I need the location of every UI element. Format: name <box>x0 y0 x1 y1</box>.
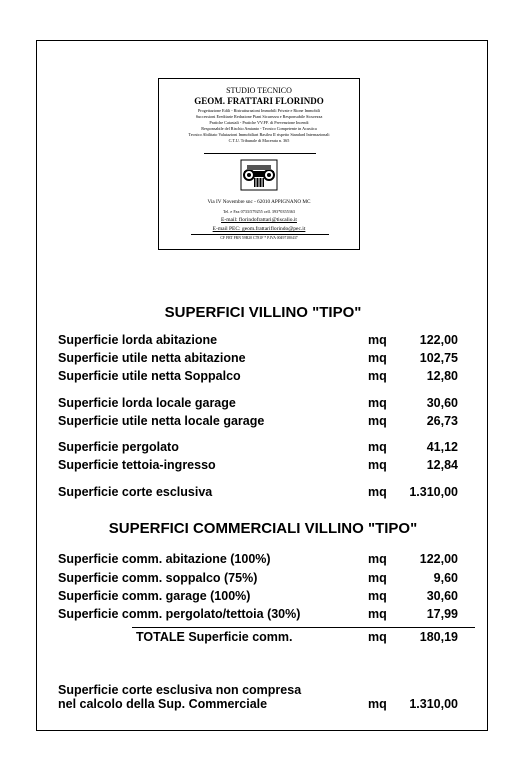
row-unit: mq <box>368 485 387 499</box>
phone: Tel. e Fax 0733/579255 cell. 393*0355363 <box>223 209 295 214</box>
table-row <box>58 589 458 603</box>
total-unit: mq <box>368 630 387 644</box>
letterhead <box>158 78 360 250</box>
footnote-unit: mq <box>368 697 387 711</box>
row-label: Superficie comm. garage (100%) <box>58 589 251 603</box>
footnote <box>58 683 301 711</box>
table-row <box>58 333 458 347</box>
total-label: TOTALE Superficie comm. <box>136 630 293 644</box>
row-value: 9,60 <box>433 571 458 585</box>
column-capital-logo-icon <box>240 159 278 191</box>
row-value: 26,73 <box>426 414 458 428</box>
row-value: 12,84 <box>426 458 458 472</box>
email-link[interactable]: E-mail: florindofrattari@tiscalio.it <box>221 217 297 223</box>
address: Via IV Novembre snc - 62010 APPIGNANO MC <box>207 199 311 205</box>
row-unit: mq <box>368 458 387 472</box>
row-label: Superficie tettoia-ingresso <box>58 458 216 472</box>
table-row <box>58 396 458 410</box>
section-title-superfici-commerciali: SUPERFICI COMMERCIALI VILLINO "TIPO" <box>108 520 418 537</box>
footnote-line: Superficie corte esclusiva non compresa <box>58 683 302 697</box>
service-line: Responsabile del Rischio Amianto - Tecnico Competente in Acustica <box>201 126 317 131</box>
row-label: Superficie corte esclusiva <box>58 485 213 499</box>
service-line: Progettazione Edili - Ristrutturazioni Immobili Private e Rione Immobili <box>197 108 321 113</box>
row-label: Superficie utile netta Soppalco <box>58 369 241 383</box>
table-row <box>58 458 458 472</box>
row-label: Superficie comm. abitazione (100%) <box>58 552 271 566</box>
row-label: Superficie utile netta abitazione <box>58 351 246 365</box>
row-unit: mq <box>368 369 387 383</box>
row-value: 30,60 <box>426 589 458 603</box>
row-value: 122,00 <box>419 552 458 566</box>
table-row <box>58 485 458 499</box>
total-divider <box>132 627 475 628</box>
table-row <box>58 552 458 566</box>
table-row <box>58 369 458 383</box>
row-label: Superficie utile netta locale garage <box>58 414 265 428</box>
row-value: 1.310,00 <box>409 485 458 499</box>
row-unit: mq <box>368 571 387 585</box>
section-title-superfici: SUPERFICI VILLINO "TIPO" <box>164 304 362 321</box>
studio-label: STUDIO TECNICO <box>226 86 292 95</box>
table-row <box>58 440 458 454</box>
row-label: Superficie lorda locale garage <box>58 396 236 410</box>
row-unit: mq <box>368 607 387 621</box>
total-row <box>58 630 458 644</box>
row-label: Superficie comm. soppalco (75%) <box>58 571 258 585</box>
row-value: 17,99 <box>426 607 458 621</box>
row-unit: mq <box>368 440 387 454</box>
row-value: 30,60 <box>426 396 458 410</box>
table-row <box>58 351 458 365</box>
letterhead-divider <box>191 234 329 235</box>
service-line: Tecnico Abilitato Valutazioni Immobiliari Basilea II rispetto Standard Internazionali <box>188 132 330 137</box>
total-value: 180,19 <box>419 630 458 644</box>
letterhead-divider <box>204 153 316 154</box>
tax-ids: CF FRT FRN 59B20 C781F * P.IVA 00497180437 <box>220 236 298 240</box>
row-unit: mq <box>368 589 387 603</box>
pec-email-link[interactable]: E-mail PEC: geom.frattariflorindo@pec.it <box>212 226 306 232</box>
footnote-amount: 1.310,00 <box>409 697 458 711</box>
row-unit: mq <box>368 333 387 347</box>
service-line: Pratiche Catastali - Pratiche VV.FF. di Prevenzione Incendi <box>209 120 309 125</box>
row-value: 41,12 <box>426 440 458 454</box>
table-row <box>58 414 458 428</box>
row-label: Superficie pergolato <box>58 440 179 454</box>
row-value: 12,80 <box>426 369 458 383</box>
row-label: Superficie lorda abitazione <box>58 333 218 347</box>
table-row <box>58 607 458 621</box>
row-unit: mq <box>368 396 387 410</box>
studio-name: GEOM. FRATTARI FLORINDO <box>194 96 324 106</box>
row-unit: mq <box>368 414 387 428</box>
row-value: 102,75 <box>419 351 458 365</box>
table-row <box>58 571 458 585</box>
row-unit: mq <box>368 552 387 566</box>
service-line: C.T.U. Tribunale di Macerata n. 365 <box>228 138 290 143</box>
row-label: Superficie comm. pergolato/tettoia (30%) <box>58 607 301 621</box>
row-value: 122,00 <box>419 333 458 347</box>
footnote-line: nel calcolo della Sup. Commerciale <box>58 697 268 711</box>
row-unit: mq <box>368 351 387 365</box>
service-line: Successioni Ereditarie Redazione Piani Sicurezza e Responsabile Sicurezza <box>195 114 323 119</box>
